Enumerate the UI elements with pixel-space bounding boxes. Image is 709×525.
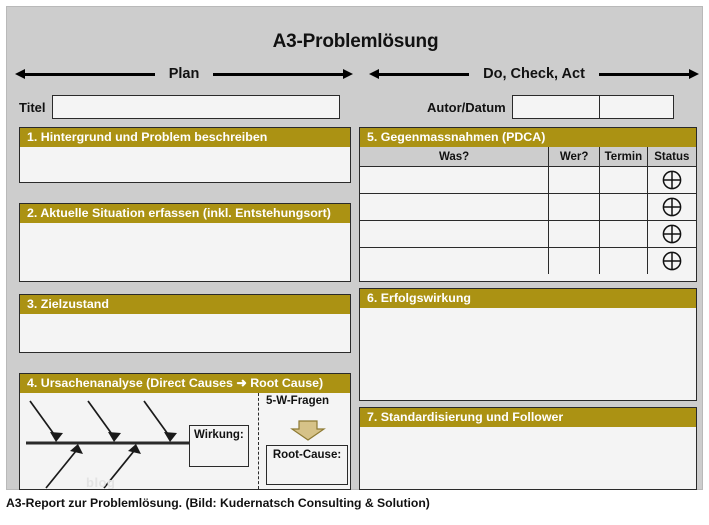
section-5-body: [360, 147, 696, 281]
section-4-divider: [258, 393, 259, 489]
cell-wer[interactable]: [549, 221, 600, 248]
pdca-circle-icon: [661, 169, 683, 191]
section-1-hintergrund-problem[interactable]: [19, 127, 351, 183]
section-2-header: 2. Aktuelle Situation erfassen (inkl. Entstehungsort): [20, 204, 350, 223]
cell-termin[interactable]: [600, 194, 648, 221]
cell-was[interactable]: [360, 167, 549, 194]
fishbone-diagram: [20, 393, 350, 489]
table-header-row: [360, 147, 696, 167]
root-cause-box[interactable]: Root-Cause:: [266, 445, 348, 485]
section-5-header: 5. Gegenmassnahmen (PDCA): [360, 128, 696, 147]
cell-termin[interactable]: [600, 167, 648, 194]
cell-was[interactable]: [360, 248, 549, 275]
cell-status[interactable]: [647, 194, 696, 221]
titel-label: Titel: [19, 99, 46, 115]
datum-input[interactable]: [600, 95, 674, 119]
section-6-erfolgswirkung[interactable]: [359, 288, 697, 401]
section-1-header: 1. Hintergrund und Problem beschreiben: [20, 128, 350, 147]
section-7-header: 7. Standardisierung und Follower: [360, 408, 696, 427]
section-6-header: 6. Erfolgswirkung: [360, 289, 696, 308]
autor-input[interactable]: [512, 95, 600, 119]
five-w-questions-label: 5-W-Fragen: [266, 395, 330, 407]
autor-datum-label: Autor/Datum: [427, 99, 506, 115]
cell-status[interactable]: [647, 167, 696, 194]
pdca-circle-icon: [661, 250, 683, 272]
table-row: [360, 167, 696, 194]
section-5-gegenmassnahmen[interactable]: [359, 127, 697, 282]
section-3-zielzustand[interactable]: [19, 294, 351, 353]
phase-indicator-plan: [15, 64, 353, 84]
column-header-wer: Wer?: [549, 147, 600, 167]
phase-indicator-do-check-act: [369, 64, 699, 84]
pdca-circle-icon: [661, 196, 683, 218]
arrow-right-plan-icon: [205, 69, 353, 79]
countermeasures-table: [360, 147, 696, 274]
section-3-header: 3. Zielzustand: [20, 295, 350, 314]
table-row: [360, 221, 696, 248]
titel-field-row: [19, 95, 340, 119]
section-7-standardisierung[interactable]: [359, 407, 697, 490]
pdca-circle-icon: [661, 223, 683, 245]
figure-caption: A3-Report zur Problemlösung. (Bild: Kudernatsch Consulting & Solution): [6, 496, 430, 510]
section-4-header: 4. Ursachenanalyse (Direct Causes ➜ Root Cause): [20, 374, 350, 393]
cell-status[interactable]: [647, 221, 696, 248]
down-arrow-icon: [290, 419, 326, 441]
section-4-ursachenanalyse[interactable]: [19, 373, 351, 490]
cell-termin[interactable]: [600, 248, 648, 275]
section-7-body[interactable]: [360, 427, 696, 489]
cell-wer[interactable]: [549, 248, 600, 275]
table-row: [360, 248, 696, 275]
section-6-body[interactable]: [360, 308, 696, 400]
cell-status[interactable]: [647, 248, 696, 275]
titel-input[interactable]: [52, 95, 340, 119]
section-4-body[interactable]: [20, 393, 350, 489]
cell-was[interactable]: [360, 221, 549, 248]
section-2-body[interactable]: [20, 223, 350, 281]
arrow-left-plan-icon: [15, 69, 163, 79]
phase-label-do-check-act: Do, Check, Act: [483, 66, 585, 82]
section-2-aktuelle-situation[interactable]: [19, 203, 351, 282]
cell-termin[interactable]: [600, 221, 648, 248]
section-3-body[interactable]: [20, 314, 350, 352]
column-header-status: Status: [647, 147, 696, 167]
arrow-left-dca-icon: [369, 69, 477, 79]
table-row: [360, 194, 696, 221]
column-header-termin: Termin: [600, 147, 648, 167]
wirkung-box[interactable]: Wirkung:: [189, 425, 249, 467]
section-1-body[interactable]: [20, 147, 350, 182]
arrow-right-dca-icon: [591, 69, 699, 79]
autor-datum-field-row: [427, 95, 674, 119]
phase-label-plan: Plan: [168, 66, 200, 82]
cell-wer[interactable]: [549, 167, 600, 194]
page-title: A3-Problemlösung: [272, 31, 439, 52]
cell-wer[interactable]: [549, 194, 600, 221]
cell-was[interactable]: [360, 194, 549, 221]
watermark-text: blog: [86, 475, 116, 490]
a3-sheet: [6, 6, 703, 490]
column-header-was: Was?: [360, 147, 549, 167]
